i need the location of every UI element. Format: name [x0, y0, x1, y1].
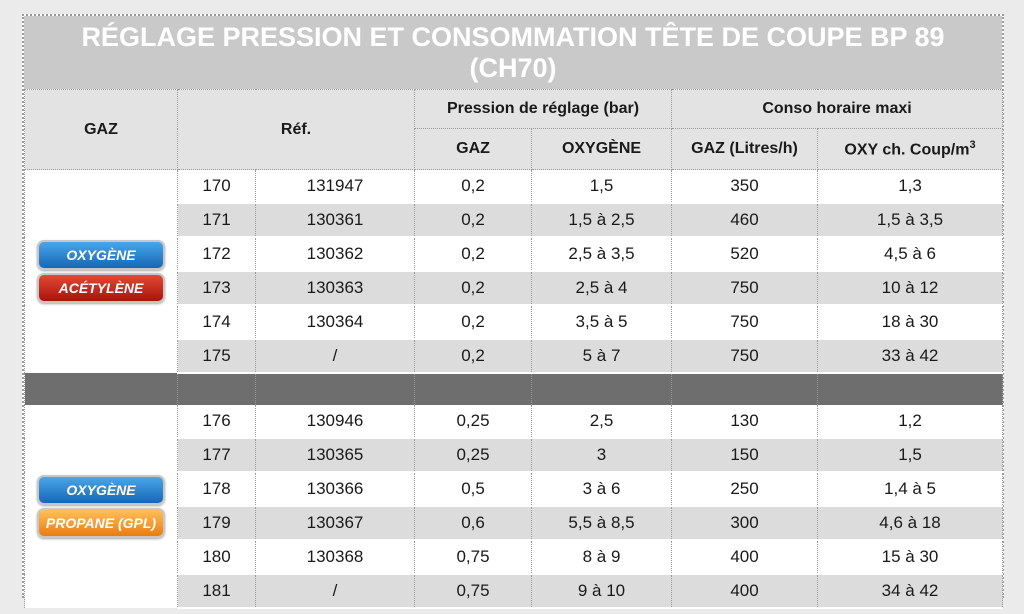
cell-c-gaz: 300: [672, 506, 818, 540]
table-row: [25, 170, 1003, 204]
cell-p-gaz: 0,75: [415, 574, 532, 608]
cell-c-oxy: 15 à 30: [818, 540, 1003, 574]
group-separator: [25, 373, 1003, 405]
cell-p-gaz: 0,2: [415, 271, 532, 305]
cell-c-oxy: 4,5 à 6: [818, 237, 1003, 271]
cell-p-oxy: 5 à 7: [532, 339, 672, 373]
title-line-1: RÉGLAGE PRESSION ET CONSOMMATION TÊTE DE COUPE BP 89: [81, 22, 945, 52]
header-pression-group: Pression de réglage (bar): [415, 90, 672, 129]
header-gaz: GAZ: [25, 90, 178, 170]
cell-ref: 130367: [256, 506, 415, 540]
cell-c-gaz: 750: [672, 339, 818, 373]
cell-num: 173: [178, 271, 256, 305]
cell-ref: 130368: [256, 540, 415, 574]
separator-cell: [415, 373, 532, 405]
gas-type-cell: [25, 170, 178, 374]
cell-p-gaz: 0,5: [415, 472, 532, 506]
cell-ref: 130364: [256, 305, 415, 339]
cell-c-oxy: 1,2: [818, 405, 1003, 438]
cell-num: 178: [178, 472, 256, 506]
cell-p-gaz: 0,2: [415, 170, 532, 204]
title-line-2: (CH70): [469, 53, 557, 83]
cell-c-gaz: 250: [672, 472, 818, 506]
gas-type-cell: [25, 405, 178, 608]
header-conso-group: Conso horaire maxi: [672, 90, 1003, 129]
header-conso-oxy-label: OXY ch. Coup/m: [844, 141, 970, 159]
cell-c-gaz: 750: [672, 271, 818, 305]
cell-num: 170: [178, 170, 256, 204]
cell-c-gaz: 150: [672, 438, 818, 472]
header-conso-gaz: GAZ (Litres/h): [672, 129, 818, 170]
cell-ref: 130365: [256, 438, 415, 472]
cell-ref: 131947: [256, 170, 415, 204]
cell-p-oxy: 9 à 10: [532, 574, 672, 608]
gas-badge: ACÉTYLÈNE: [37, 273, 165, 303]
cell-ref: /: [256, 574, 415, 608]
pressure-consumption-table: [24, 89, 1003, 609]
header-pression-oxygene: OXYGÈNE: [532, 129, 672, 170]
header-ref: Réf.: [178, 90, 415, 170]
cell-p-gaz: 0,2: [415, 339, 532, 373]
cell-c-oxy: 10 à 12: [818, 271, 1003, 305]
separator-cell: [672, 373, 818, 405]
cell-p-gaz: 0,25: [415, 405, 532, 438]
cell-p-gaz: 0,6: [415, 506, 532, 540]
cell-num: 172: [178, 237, 256, 271]
header-pression-gaz: GAZ: [415, 129, 532, 170]
cell-p-gaz: 0,25: [415, 438, 532, 472]
cell-c-oxy: 33 à 42: [818, 339, 1003, 373]
cell-num: 180: [178, 540, 256, 574]
cell-c-gaz: 750: [672, 305, 818, 339]
cell-p-gaz: 0,2: [415, 203, 532, 237]
cell-c-gaz: 400: [672, 540, 818, 574]
cell-p-oxy: 8 à 9: [532, 540, 672, 574]
separator-cell: [25, 373, 178, 405]
cell-p-gaz: 0,2: [415, 305, 532, 339]
cell-num: 181: [178, 574, 256, 608]
cell-c-gaz: 130: [672, 405, 818, 438]
cell-p-oxy: 2,5: [532, 405, 672, 438]
header-conso-oxy: [818, 129, 1003, 170]
cell-num: 171: [178, 203, 256, 237]
cell-c-gaz: 460: [672, 203, 818, 237]
cell-c-oxy: 4,6 à 18: [818, 506, 1003, 540]
cell-num: 174: [178, 305, 256, 339]
cell-p-oxy: 5,5 à 8,5: [532, 506, 672, 540]
cell-ref: /: [256, 339, 415, 373]
cell-p-oxy: 2,5 à 3,5: [532, 237, 672, 271]
separator-cell: [532, 373, 672, 405]
separator-cell: [256, 373, 415, 405]
cell-c-gaz: 400: [672, 574, 818, 608]
cell-num: 177: [178, 438, 256, 472]
header-conso-oxy-unit-exponent: 3: [969, 138, 976, 151]
cell-p-oxy: 3,5 à 5: [532, 305, 672, 339]
cell-ref: 130366: [256, 472, 415, 506]
cell-c-oxy: 1,4 à 5: [818, 472, 1003, 506]
cell-c-gaz: 520: [672, 237, 818, 271]
gas-badge: PROPANE (GPL): [37, 508, 165, 538]
cell-c-oxy: 18 à 30: [818, 305, 1003, 339]
cell-p-gaz: 0,2: [415, 237, 532, 271]
separator-cell: [818, 373, 1003, 405]
cell-ref: 130361: [256, 203, 415, 237]
cell-p-oxy: 3 à 6: [532, 472, 672, 506]
cell-num: 179: [178, 506, 256, 540]
cell-p-oxy: 1,5 à 2,5: [532, 203, 672, 237]
gas-badge: OXYGÈNE: [37, 240, 165, 270]
cell-c-gaz: 350: [672, 170, 818, 204]
cell-p-oxy: 2,5 à 4: [532, 271, 672, 305]
cell-num: 176: [178, 405, 256, 438]
gas-badge: OXYGÈNE: [37, 475, 165, 505]
page-title: [24, 16, 1002, 89]
cell-c-oxy: 34 à 42: [818, 574, 1003, 608]
cell-ref: 130946: [256, 405, 415, 438]
cell-c-oxy: 1,5: [818, 438, 1003, 472]
table-body: [25, 170, 1003, 609]
cell-p-gaz: 0,75: [415, 540, 532, 574]
separator-cell: [178, 373, 256, 405]
cell-c-oxy: 1,5 à 3,5: [818, 203, 1003, 237]
cell-num: 175: [178, 339, 256, 373]
table-frame: [22, 14, 1004, 598]
table-row: [25, 405, 1003, 438]
cell-p-oxy: 1,5: [532, 170, 672, 204]
cell-ref: 130363: [256, 271, 415, 305]
cell-ref: 130362: [256, 237, 415, 271]
cell-c-oxy: 1,3: [818, 170, 1003, 204]
cell-p-oxy: 3: [532, 438, 672, 472]
